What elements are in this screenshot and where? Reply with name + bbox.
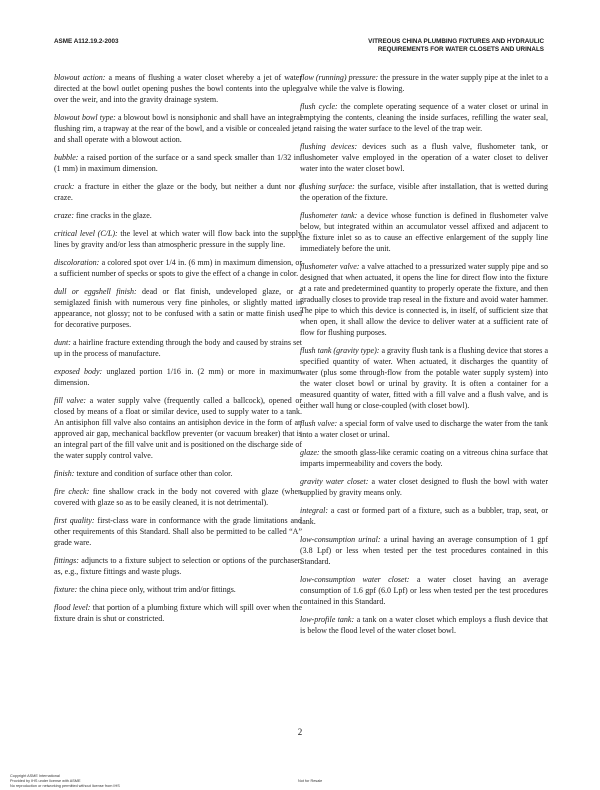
- definition-term: critical level (C/L):: [54, 229, 118, 238]
- definition-term: finish:: [54, 469, 75, 478]
- definition-term: blowout bowl type:: [54, 113, 116, 122]
- definition-text: the smooth glass-like ceramic coating on a vitreous china surface that imparts impermeability and covers the body.: [300, 448, 548, 468]
- definition-text: a means of flushing a water closet whereby a jet of water directed at the bowl outlet opening pushes the bowl contents into the upleg, over the weir, and into the gravity drainage system.: [54, 73, 302, 104]
- definition-term: exposed body:: [54, 367, 103, 376]
- footer-line: Provided by IHS under license with ASME: [10, 779, 81, 783]
- definition-term: bubble:: [54, 153, 79, 162]
- definition-term: glaze:: [300, 448, 320, 457]
- definition-text: a raised portion of the surface or a sand speck smaller than 1/32 in. (1 mm) in maximum dimension.: [54, 153, 302, 173]
- definition-text: a special form of valve used to discharge the water from the tank into a water closet or urinal.: [300, 419, 548, 439]
- definition-term: low-consumption water closet:: [300, 575, 410, 584]
- definition-text: a fracture in either the glaze or the body, but neither a dunt nor a craze.: [54, 182, 302, 202]
- definition-entry: [54, 72, 302, 105]
- definition-text: the level at which water will flow back into the supply lines by gravity and/or less than atmospheric pressure in the supply line.: [54, 229, 302, 249]
- definition-entry: [54, 555, 302, 577]
- definition-entry: [300, 505, 548, 527]
- right-column: [300, 72, 548, 643]
- definition-entry: [300, 181, 548, 203]
- definition-entry: [54, 210, 302, 221]
- definition-text: a hairline fracture extending through the body and caused by strains set up in the process of manufacture.: [54, 338, 302, 358]
- definition-term: fittings:: [54, 556, 79, 565]
- footer-line: No reproduction or networking permitted without license from IHS: [10, 784, 120, 788]
- definition-entry: [300, 447, 548, 469]
- definition-text: a device whose function is defined in flushometer valve below, but integrated within an accumulator vessel affixed and adjacent to the fixture inlet so as to cause an effective enlargement of the supply line immediately before the unit.: [300, 211, 548, 253]
- definition-term: first quality:: [54, 516, 95, 525]
- footer-line: Copyright ASME International: [10, 774, 60, 778]
- definition-entry: [300, 261, 548, 338]
- definition-text: fine cracks in the glaze.: [74, 211, 152, 220]
- definition-term: flood level:: [54, 603, 91, 612]
- definition-term: fill valve:: [54, 396, 87, 405]
- definition-term: dunt:: [54, 338, 71, 347]
- definition-entry: [54, 468, 302, 479]
- definition-term: flush tank (gravity type):: [300, 346, 380, 355]
- definition-entry: [300, 210, 548, 254]
- definition-entry: [54, 228, 302, 250]
- definition-term: discoloration:: [54, 258, 100, 267]
- left-column: [54, 72, 302, 631]
- definition-entry: [300, 574, 548, 607]
- definition-term: fixture:: [54, 585, 78, 594]
- definition-text: a urinal having an average consumption of 1 gpf (3.8 Lpf) or less when tested per the test procedures contained in this Standard.: [300, 535, 548, 566]
- definition-text: unglazed portion 1/16 in. (2 mm) or more in maximum dimension.: [54, 367, 303, 387]
- definition-entry: [54, 257, 302, 279]
- definition-term: flushing surface:: [300, 182, 355, 191]
- definition-entry: [54, 337, 302, 359]
- definition-entry: [300, 418, 548, 440]
- definition-text: the surface, visible after installation, that is wetted during the operation of the fixture.: [300, 182, 548, 202]
- footer-copyright: [10, 774, 120, 789]
- definition-entry: [54, 515, 302, 548]
- definition-term: integral:: [300, 506, 328, 515]
- definition-text: a cast or formed part of a fixture, such as a bubbler, trap, seat, or tank.: [300, 506, 548, 526]
- definition-entry: [54, 395, 302, 461]
- page-number: 2: [297, 727, 303, 737]
- definition-text: texture and condition of surface other than color.: [74, 469, 233, 478]
- definition-term: gravity water closet:: [300, 477, 369, 486]
- definition-term: flushometer tank:: [300, 211, 358, 220]
- definition-text: the china piece only, without trim and/or fittings.: [77, 585, 236, 594]
- definition-term: low-consumption urinal:: [300, 535, 381, 544]
- definition-term: craze:: [54, 211, 74, 220]
- footer-not-for-resale: Not for Resale: [298, 779, 323, 783]
- running-header-right-line1: VITREOUS CHINA PLUMBING FIXTURES AND HYDRAULIC: [368, 38, 544, 45]
- running-header-right-line2: REQUIREMENTS FOR WATER CLOSETS AND URINALS: [377, 46, 544, 53]
- definition-text: a tank on a water closet which employs a flush device that is below the flood level of the water closet bowl.: [300, 615, 548, 635]
- definition-entry: [54, 366, 302, 388]
- definition-text: a valve attached to a pressurized water supply pipe and so designed that when actuated, it opens the line for direct flow into the fixture at a rate and predetermined quantity to properly operate the fixture, and then gradually closes to provide trap reseal in the fixture and avoid water hammer. The pipe to which this device is connected is, in itself, of sufficient size that when open, it shall allow the device to deliver water at a sufficient rate of flow for flushing purposes.: [300, 262, 549, 337]
- definition-text: fine shallow crack in the body not covered with glaze (when covered with glaze so as to be easily cleaned, it is not detrimental).: [54, 487, 303, 507]
- definition-entry: [300, 614, 548, 636]
- definition-text: that portion of a plumbing fixture which will spill over when the fixture drain is shut or constricted.: [54, 603, 302, 623]
- definition-text: dead or flat finish, undeveloped glaze, or a semiglazed finish with numerous very fine pinholes, or slightly matted in appearance, not glossy; not to be confused with a satin or matte finish used for decorative purposes.: [54, 287, 302, 329]
- definition-entry: [300, 141, 548, 174]
- definition-text: a water closet designed to flush the bowl with water supplied by gravity means only.: [300, 477, 548, 497]
- definition-text: adjuncts to a fixture subject to selection or options of the purchaser, as, e.g., fixture fittings and waste plugs.: [54, 556, 302, 576]
- definition-text: a colored spot over 1/4 in. (6 mm) in maximum dimension, or a sufficient number of specks or spots to give the effect of a change in color.: [54, 258, 302, 278]
- definition-entry: [54, 584, 302, 595]
- definition-term: flush valve:: [300, 419, 338, 428]
- definition-text: the pressure in the water supply pipe at the inlet to a valve while the valve is flowing.: [300, 73, 548, 93]
- definition-text: devices such as a flush valve, flushometer tank, or flushometer valve employed in the operation of a water closet to deliver water into the water closet bowl.: [300, 142, 549, 173]
- definition-entry: [54, 181, 302, 203]
- definition-entry: [300, 101, 548, 134]
- definition-entry: [54, 112, 302, 145]
- definition-text: a blowout bowl is nonsiphonic and shall have an integral flushing rim, a trapway at the rear of the bowl, and a visible or concealed jet, and shall operate with a blowout action.: [54, 113, 302, 144]
- definition-term: flushometer valve:: [300, 262, 360, 271]
- definition-term: flushing devices:: [300, 142, 358, 151]
- definition-entry: [54, 602, 302, 624]
- definition-term: fire check:: [54, 487, 90, 496]
- definition-text: the complete operating sequence of a water closet or urinal in emptying the contents, cleaning the inside surfaces, refilling the water seal, and raising the water surface to the level of the trap weir.: [300, 102, 548, 133]
- running-header-left: ASME A112.19.2-2003: [54, 38, 119, 45]
- definition-term: blowout action:: [54, 73, 106, 82]
- definition-entry: [300, 476, 548, 498]
- definition-entry: [300, 534, 548, 567]
- definition-term: flow (running) pressure:: [300, 73, 379, 82]
- definition-term: crack:: [54, 182, 75, 191]
- definition-entry: [54, 286, 302, 330]
- definition-entry: [300, 345, 548, 411]
- definition-text: a gravity flush tank is a flushing device that stores a specified quantity of water. When actuated, it discharges the quantity of water (plus some through-flow from the potable water supply system) into the water closet bowl or urinal by gravity. It is often a container for a measured quantity of water, fitted with a fill valve and a flush valve, and is either wall hung or close-coupled (with closet bowl).: [300, 346, 548, 410]
- definition-term: dull or eggshell finish:: [54, 287, 137, 296]
- definition-entry: [300, 72, 548, 94]
- definition-term: flush cycle:: [300, 102, 338, 111]
- definition-term: low-profile tank:: [300, 615, 355, 624]
- definition-text: a water supply valve (frequently called a ballcock), opened or closed by means of a float or similar device, used to supply water to a tank. An antisiphon fill valve also contains an antisiphon device in the form of an approved air gap, mechanical backflow preventer (or vacuum breaker) that is an integral part of the fill valve unit and is positioned on the discharge side of the water supply control valve.: [54, 396, 303, 460]
- definition-entry: [54, 486, 302, 508]
- definition-text: first-class ware in conformance with the grade limitations and other requirements of this Standard. Shall also be permitted to be called “A” grade ware.: [54, 516, 303, 547]
- running-header-right: [368, 38, 544, 54]
- definition-entry: [54, 152, 302, 174]
- definition-text: a water closet having an average consumption of 1.6 gpf (6.0 Lpf) or less when tested per the test procedures contained in this Standard.: [300, 575, 548, 606]
